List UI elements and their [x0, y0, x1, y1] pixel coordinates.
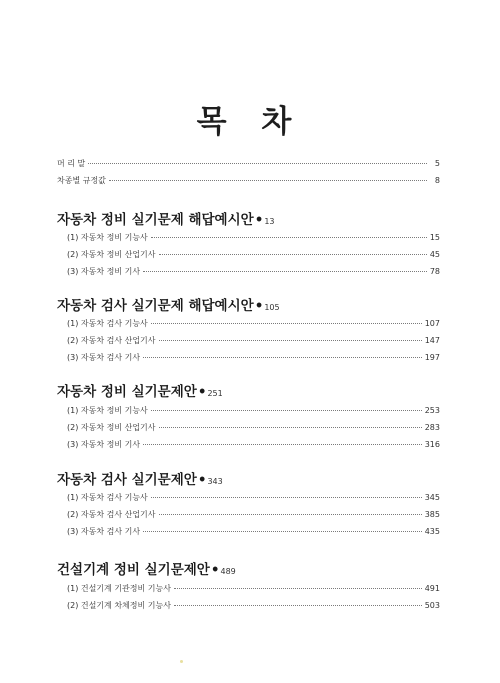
toc-entry[interactable] [67, 526, 440, 540]
page-title: 목 차 [196, 104, 304, 140]
toc-entry[interactable] [67, 335, 440, 349]
bullet-icon: • [254, 212, 264, 228]
toc-entry[interactable] [67, 266, 440, 280]
dot-leader [143, 443, 422, 445]
section-title: 자동차 검사 실기문제안 [57, 472, 197, 488]
toc-entry-page: 503 [424, 601, 440, 610]
print-speck [180, 660, 183, 663]
section-heading-4[interactable] [57, 468, 223, 488]
toc-entry[interactable] [67, 583, 440, 597]
toc-entry-page: 253 [424, 406, 440, 415]
toc-entry-page: 5 [434, 159, 440, 168]
section-heading-1[interactable] [57, 208, 275, 228]
toc-entry-page: 45 [429, 250, 440, 259]
dot-leader [151, 409, 422, 411]
section-title: 건설기계 정비 실기문제안 [57, 562, 210, 578]
dot-leader [159, 513, 422, 515]
section-heading-3[interactable] [57, 380, 223, 400]
toc-entry-page: 345 [424, 493, 440, 502]
toc-entry-page: 283 [424, 423, 440, 432]
section-title: 자동차 정비 실기문제 해답예시안 [57, 212, 254, 228]
section-page: 251 [207, 389, 223, 398]
toc-entry[interactable] [67, 318, 440, 332]
dot-leader [143, 356, 422, 358]
section-title: 자동차 검사 실기문제 해답예시안 [57, 298, 254, 314]
dot-leader [174, 587, 422, 589]
toc-entry-page: 78 [429, 267, 440, 276]
bullet-icon: • [197, 472, 207, 488]
dot-leader [151, 236, 427, 238]
toc-entry[interactable] [67, 249, 440, 263]
toc-entry-preface[interactable] [57, 158, 440, 172]
bullet-icon: • [254, 298, 264, 314]
dot-leader [109, 179, 427, 181]
toc-entry[interactable] [67, 492, 440, 506]
toc-entry-label: (2) 자동차 정비 산업기사 [67, 423, 156, 432]
dot-leader [151, 322, 422, 324]
toc-entry-label: (3) 자동차 검사 기사 [67, 353, 141, 362]
dot-leader [159, 426, 422, 428]
toc-entry-label: 차종별 규정값 [57, 176, 106, 185]
toc-entry[interactable] [67, 439, 440, 453]
toc-entry-page: 8 [434, 176, 440, 185]
toc-entry-page: 197 [424, 353, 440, 362]
section-title: 자동차 정비 실기문제안 [57, 384, 197, 400]
toc-entry[interactable] [67, 422, 440, 436]
toc-entry-label: (1) 자동차 정비 기능사 [67, 233, 148, 242]
toc-entry[interactable] [67, 352, 440, 366]
dot-leader [88, 162, 427, 164]
section-page: 13 [264, 217, 275, 226]
section-page: 105 [264, 303, 280, 312]
bullet-icon: • [197, 384, 207, 400]
toc-entry-label: (3) 자동차 정비 기사 [67, 440, 141, 449]
toc-entry-page: 107 [424, 319, 440, 328]
toc-entry[interactable] [67, 600, 440, 614]
toc-entry[interactable] [67, 509, 440, 523]
toc-entry-label: (2) 자동차 정비 산업기사 [67, 250, 156, 259]
toc-entry-label: 머 리 말 [57, 159, 86, 168]
toc-entry-page: 435 [424, 527, 440, 536]
dot-leader [159, 339, 422, 341]
dot-leader [174, 604, 422, 606]
toc-entry-page: 316 [424, 440, 440, 449]
toc-entry-label: (2) 건설기계 차체정비 기능사 [67, 601, 171, 610]
toc-entry-label: (1) 자동차 정비 기능사 [67, 406, 148, 415]
section-heading-5[interactable] [57, 558, 236, 578]
toc-entry-label: (2) 자동차 검사 산업기사 [67, 510, 156, 519]
section-page: 343 [207, 477, 223, 486]
toc-entry-page: 15 [429, 233, 440, 242]
toc-entry-label: (1) 건설기계 기관정비 기능사 [67, 584, 171, 593]
dot-leader [159, 253, 427, 255]
toc-entry-label: (1) 자동차 검사 기능사 [67, 493, 148, 502]
toc-entry-page: 147 [424, 336, 440, 345]
toc-entry-label: (2) 자동차 검사 산업기사 [67, 336, 156, 345]
dot-leader [143, 270, 427, 272]
toc-entry-spec-values[interactable] [57, 175, 440, 189]
toc-entry-page: 385 [424, 510, 440, 519]
section-page: 489 [220, 567, 236, 576]
section-heading-2[interactable] [57, 294, 280, 314]
toc-entry-page: 491 [424, 584, 440, 593]
toc-entry[interactable] [67, 232, 440, 246]
toc-entry-label: (3) 자동차 정비 기사 [67, 267, 141, 276]
dot-leader [151, 496, 422, 498]
toc-entry-label: (1) 자동차 검사 기능사 [67, 319, 148, 328]
bullet-icon: • [210, 562, 220, 578]
toc-entry[interactable] [67, 405, 440, 419]
dot-leader [143, 530, 422, 532]
toc-entry-label: (3) 자동차 검사 기사 [67, 527, 141, 536]
